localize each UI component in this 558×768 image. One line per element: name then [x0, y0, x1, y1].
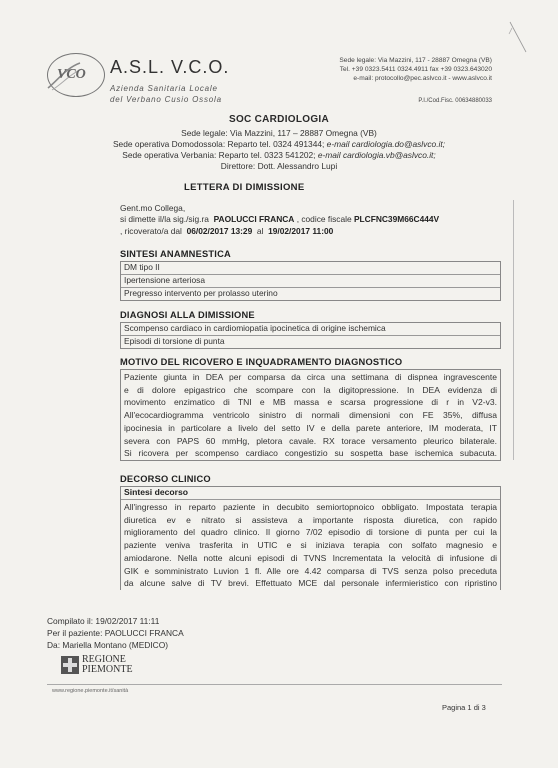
- margin-mark: [496, 18, 536, 58]
- footer-divider: [47, 684, 502, 685]
- header-fiscal: P.I./Cod.Fisc. 00634880033: [418, 98, 492, 104]
- decorso-line: miglioramento del quadro clinico. Il giorno 7/02 episodio di torsione di punta per cui la: [124, 527, 497, 538]
- motivo-line: movimento enzimatico di TNI e MB massa e scarsa progressione di r in V2-v3.: [124, 397, 497, 408]
- decorso-title: DECORSO CLINICO: [120, 474, 211, 484]
- motivo-line: Paziente giunta in DEA per comparsa da circa una settimana di dispnea ingravescente: [124, 372, 497, 382]
- page-number: Pagina 1 di 3: [442, 703, 486, 712]
- header-address: Sede legale: Via Mazzini, 117 - 28887 Omegna (VB): [339, 57, 492, 64]
- footer-author: Da: Mariella Montano (MEDICO): [47, 640, 169, 650]
- motivo-line: ipocinesia in particolare a livelo del setto IV e della parete anteriore, IM moderata, IT: [124, 422, 497, 433]
- regione-emblem-icon: [61, 656, 79, 674]
- patient-name: PAOLUCCI FRANCA: [213, 214, 295, 224]
- fiscal-code: PLCFNC39M66C444V: [353, 214, 440, 224]
- footer-website: www.regione.piemonte.it/sanità: [52, 688, 129, 694]
- sintesi-item: Pregresso intervento per prolasso uterino: [124, 288, 278, 298]
- decorso-line: All'ingresso in reparto paziente in decubito semiortopnoico obbligato. Impostata terapia: [124, 502, 497, 512]
- decorso-text: [121, 500, 500, 590]
- sintesi-item: Ipertensione arteriosa: [121, 275, 500, 288]
- right-margin-line: [513, 200, 514, 460]
- decorso-line: da alcune salve di TV brevi. Effettuato MCE dal personale infermieristico con ripristino: [124, 578, 497, 589]
- dept-director: Direttore: Dott. Alessandro Lupi: [220, 161, 338, 171]
- diagnosi-item: Episodi di torsione di punta: [124, 336, 225, 346]
- dept-address: Sede legale: Via Mazzini, 117 – 28887 Omegna (VB): [181, 128, 377, 138]
- decorso-line: amiodarone. Nella notte alcuni episodi di TVNS Incrementata la velocità di infusione di: [124, 552, 497, 563]
- regione-logo-text: REGIONE PIEMONTE: [82, 654, 133, 675]
- motivo-line: All'ecocardiogramma ventricolo sinistro di normali dimensioni con FE 35%, diffusa: [124, 410, 497, 421]
- dept-domodossola: Sede operativa Domodossola: Reparto tel. 0324 491344; e-mail cardiologia.do@aslvco.it;: [112, 139, 446, 149]
- motivo-line: Si ricovera per scompenso cardiaco congestizio su sospetta base ischemica subacuta.: [124, 448, 497, 459]
- org-title: A.S.L. V.C.O.: [110, 57, 230, 77]
- compiled-date: Compilato il: 19/02/2017 11:11: [47, 616, 160, 626]
- diagnosi-box: [120, 322, 501, 349]
- footer-patient: Per il paziente: PAOLUCCI FRANCA: [47, 628, 184, 638]
- patient-line: si dimette il/la sig./sig.ra PAOLUCCI FRANCA , codice fiscale PLCFNC39M66C444V: [120, 214, 440, 224]
- greeting: Gent.mo Collega,: [120, 203, 186, 213]
- motivo-text: [121, 370, 500, 460]
- logo-text: VCO: [57, 67, 86, 82]
- admission-line: , ricoverato/a dal 06/02/2017 13:29 al 19/02/2017 11:00: [120, 226, 334, 236]
- decorso-box: [120, 486, 501, 590]
- sintesi-title: SINTESI ANAMNESTICA: [120, 249, 231, 259]
- dept-title: SOC CARDIOLOGIA: [228, 114, 330, 125]
- date-from: 06/02/2017 13:29: [186, 226, 253, 236]
- org-subtitle-2: del Verbano Cusio Ossola: [110, 95, 222, 104]
- sintesi-box: [120, 261, 501, 301]
- diagnosi-item: Scompenso cardiaco in cardiomiopatia ipocinetica di origine ischemica: [121, 323, 500, 336]
- decorso-line: diuretica ev e nitrato si assisteva a importante risposta diuretica, con rapido: [124, 514, 497, 525]
- header-emails: e-mail: protocollo@pec.aslvco.it - www.aslvco.it: [353, 75, 492, 82]
- motivo-line: e di dolore epigastrico che scompare con la digitopressione. In DEA evidenza di: [124, 384, 497, 395]
- date-to: 19/02/2017 11:00: [268, 226, 334, 236]
- motivo-line: severa con PAPS 60 mmHg, pletora cavale. RX torace versamento pleurico bilaterale.: [124, 435, 497, 446]
- decorso-subtitle: Sintesi decorso: [121, 487, 500, 500]
- header-phones: Tel. +39 0323.5411 0324.4911 fax +39 0323.643020: [339, 66, 492, 73]
- sintesi-item: DM tipo II: [121, 262, 500, 275]
- letter-title: LETTERA DI DIMISSIONE: [184, 182, 305, 193]
- org-subtitle-1: Azienda Sanitaria Locale: [110, 84, 218, 93]
- decorso-line: paziente veniva trasferita in UTIC e si iniziava terapia con solfato magnesio e: [124, 540, 497, 551]
- motivo-box: [120, 369, 501, 461]
- motivo-title: MOTIVO DEL RICOVERO E INQUADRAMENTO DIAGNOSTICO: [120, 357, 403, 367]
- dept-verbania: Sede operativa Verbania: Reparto tel. 0323 541202; e-mail cardiologia.vb@aslvco.it;: [122, 150, 436, 160]
- diagnosi-title: DIAGNOSI ALLA DIMISSIONE: [120, 310, 255, 320]
- decorso-line: GIK e somministrato Luvion 1 fl. Alle ore 4.42 comparsa di TVS senza polso preceduta: [124, 565, 497, 576]
